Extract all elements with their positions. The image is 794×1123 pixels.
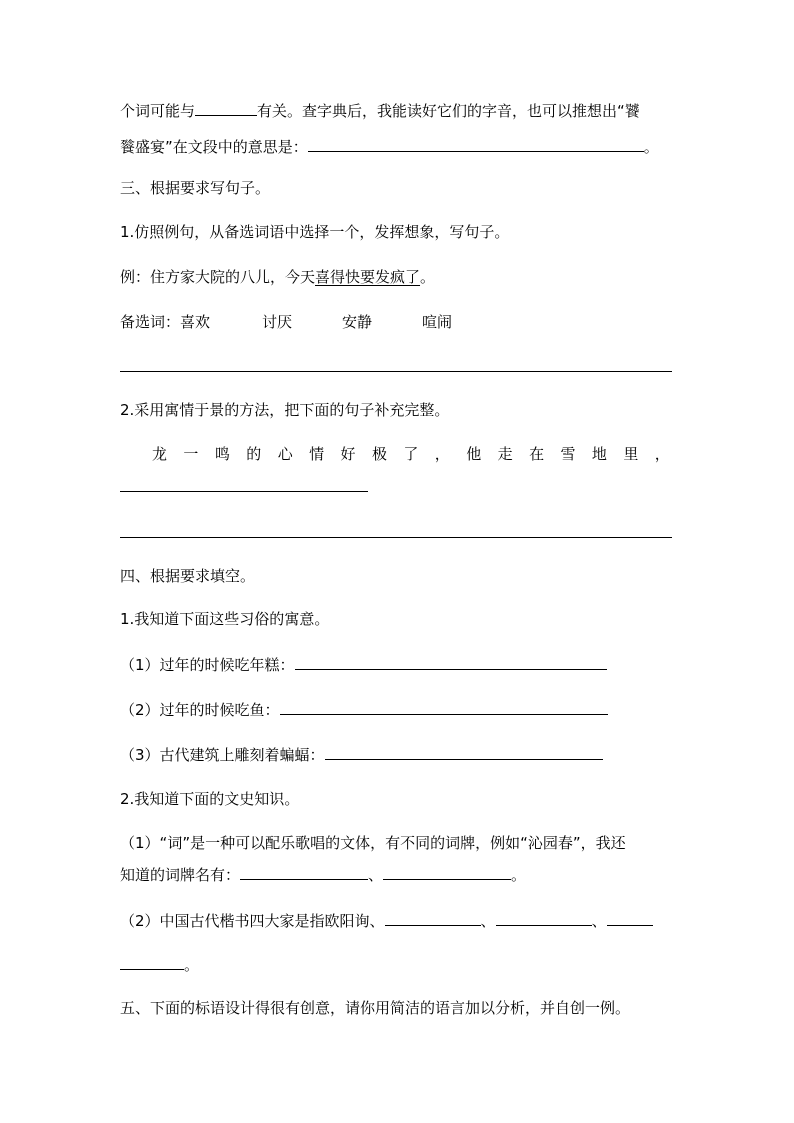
custom-item-3: （3）古代建筑上雕刻着蝙蝠： xyxy=(120,744,603,765)
option-word: 喧闹 xyxy=(422,313,453,331)
answer-line[interactable] xyxy=(120,491,368,492)
answer-blank[interactable] xyxy=(385,910,481,926)
answer-blank[interactable] xyxy=(308,136,644,152)
section3-q2: 2.采用寓情于景的方法，把下面的句子补充完整。 xyxy=(120,401,450,419)
answer-blank[interactable] xyxy=(496,910,592,926)
answer-blank[interactable] xyxy=(195,100,257,116)
calligraphers-line-2: 。 xyxy=(120,954,199,975)
answer-blank[interactable] xyxy=(280,699,608,715)
section4-q1: 1.我知道下面这些习俗的寓意。 xyxy=(120,610,330,628)
section4-q2: 2.我知道下面的文史知识。 xyxy=(120,790,300,808)
section3-title: 三、根据要求写句子。 xyxy=(120,179,271,197)
section3-q1: 1.仿照例句，从备选词语中选择一个，发挥想象，写句子。 xyxy=(120,223,510,241)
answer-blank[interactable] xyxy=(607,910,653,926)
option-word: 喜欢 xyxy=(180,313,211,331)
section4-title: 四、根据要求填空。 xyxy=(120,567,256,585)
passage-line-2: 餮盛宴”在文段中的意思是： 。 xyxy=(120,138,659,156)
answer-line[interactable] xyxy=(120,371,672,372)
custom-item-1: （1）过年的时候吃年糕： xyxy=(120,654,607,675)
custom-item-2: （2）过年的时候吃鱼： xyxy=(120,699,608,720)
passage-line-1: 个词可能与 有关。查字典后，我能读好它们的字音，也可以推想出“饕 xyxy=(120,102,640,120)
answer-blank[interactable] xyxy=(295,654,607,670)
answer-line[interactable] xyxy=(120,537,672,538)
q2-sentence: 龙 一 鸣 的 心 情 好 极 了 ， 他 走 在 雪 地 里 ， xyxy=(152,445,670,463)
answer-blank[interactable] xyxy=(325,744,603,760)
ci-pai-line-2: 知道的词牌名有： 、 。 xyxy=(120,866,527,884)
example-sentence: 例：住方家大院的八儿，今天喜得快要发疯了。 xyxy=(120,268,436,286)
option-word: 安静 xyxy=(342,313,373,331)
answer-blank[interactable] xyxy=(383,864,511,880)
calligraphers-line: （2）中国古代楷书四大家是指欧阳询、 、 、 xyxy=(120,910,653,931)
ci-pai-line-1: （1）“词”是一种可以配乐歌唱的文体，有不同的词牌，例如“沁园春”，我还 xyxy=(120,834,626,852)
section5-title: 五、下面的标语设计得很有创意，请你用简洁的语言加以分析，并自创一例。 xyxy=(120,999,631,1017)
options-row: 备选词：喜欢 讨厌 安静 喧闹 xyxy=(120,313,453,331)
option-word: 讨厌 xyxy=(262,313,293,331)
example-underlined: 喜得快要发疯了 xyxy=(315,268,421,286)
answer-blank[interactable] xyxy=(120,954,184,970)
answer-blank[interactable] xyxy=(240,864,368,880)
